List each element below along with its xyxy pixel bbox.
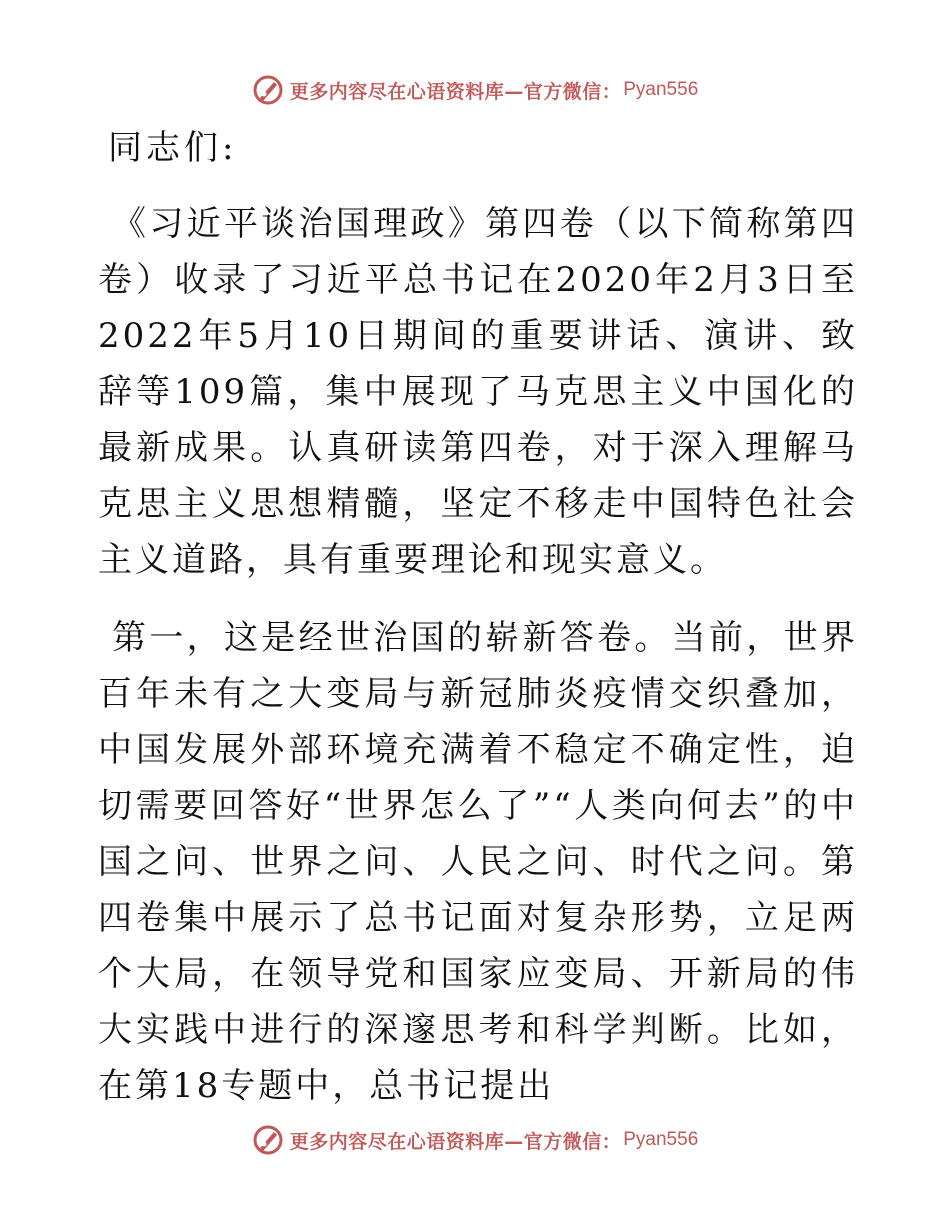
header-watermark — [0, 70, 950, 110]
watermark-handle: Pyan556 — [623, 79, 699, 100]
document-body — [98, 120, 858, 1136]
watermark-text: 更多内容尽在心语资料库—官方微信： — [289, 80, 622, 103]
pen-logo-icon — [252, 1124, 284, 1156]
paragraph-intro: 《习近平谈治国理政》第四卷（以下简称第四卷）收录了习近平总书记在2020年2月3日至2022年5月10日期间的重要讲话、演讲、致辞等109篇，集中展现了马克思主义中国化的最新成果。认真研读第四卷，对于深入理解马克思主义思想精髓，坚定不移走中国特色社会主义道路，具有重要理论和现实意义。 — [98, 204, 858, 580]
watermark-handle: Pyan556 — [623, 1129, 699, 1150]
watermark-text: 更多内容尽在心语资料库—官方微信： — [289, 1130, 622, 1153]
pen-logo-icon — [252, 74, 284, 106]
greeting: 同志们: — [108, 128, 238, 168]
paragraph-first-point: 第一，这是经世治国的崭新答卷。当前，世界百年未有之大变局与新冠肺炎疫情交织叠加，中国发展外部环境充满着不稳定不确定性，迫切需要回答好“世界怎么了”“人类向何去”的中国之问、世界之问、人民之问、时代之问。第四卷集中展示了总书记面对复杂形势，立足两个大局，在领导党和国家应变局、开新局的伟大实践中进行的深邃思考和科学判断。比如，在第18专题中，总书记提出 — [98, 618, 858, 1106]
footer-watermark — [0, 1120, 950, 1160]
